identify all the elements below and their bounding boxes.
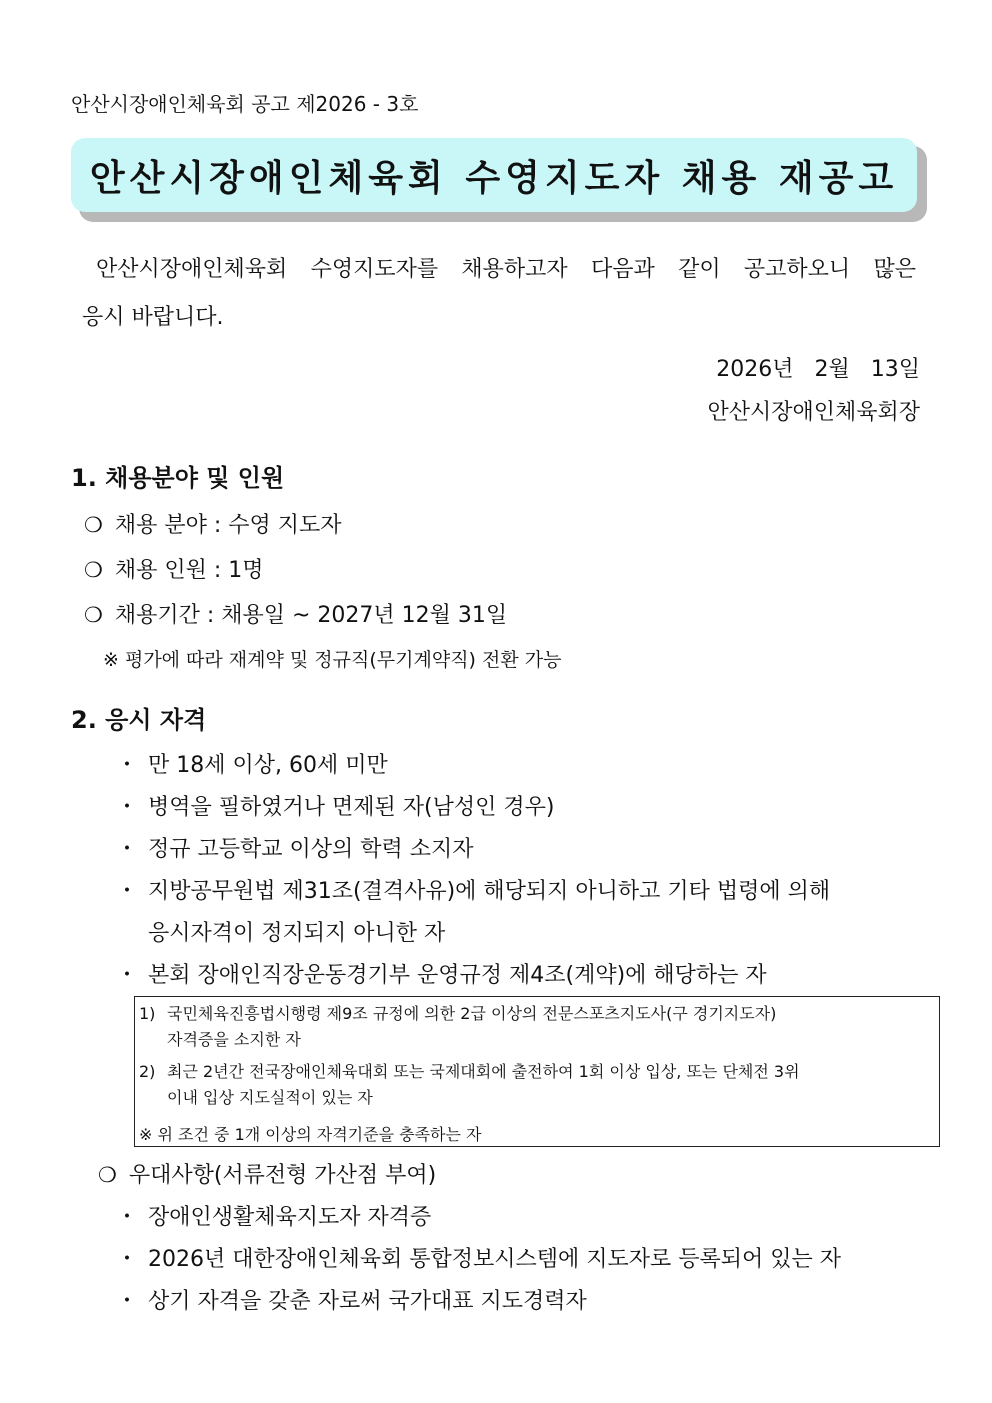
requirement-item — [139, 1059, 800, 1082]
qualification-item — [116, 832, 474, 863]
preference-item — [116, 1200, 431, 1231]
preference-text: 장애인생활체육지도자 자격증 — [148, 1205, 432, 1230]
qualification-item — [116, 958, 767, 989]
dot-bullet-icon: ・ — [116, 1247, 139, 1272]
requirement-number: 2) — [139, 1062, 156, 1081]
qualification-text: 만 18세 이상, 60세 미만 — [148, 753, 388, 778]
page-title: 안산시장애인체육회 수영지도자 채용 재공고 — [89, 157, 899, 199]
requirement-text: 국민체육진흥법시행령 제9조 규정에 의한 2급 이상의 전문스포츠지도사(구 경기지도자) — [167, 1004, 777, 1023]
preference-item — [116, 1284, 587, 1315]
requirement-text: 최근 2년간 전국장애인체육대회 또는 국제대회에 출전하여 1회 이상 입상, 또는 단체전 3위 — [167, 1062, 800, 1081]
circle-bullet-icon: ❍ — [84, 603, 103, 627]
qualification-text: 병역을 필하였거나 면제된 자(남성인 경우) — [148, 795, 555, 820]
qualification-text: 지방공무원법 제31조(결격사유)에 해당되지 아니하고 기타 법령에 의해 — [148, 879, 831, 904]
qualification-text-continued: 응시자격이 정지되지 아니한 자 — [148, 921, 446, 946]
requirement-text-continued: 이내 입상 지도실적이 있는 자 — [167, 1088, 373, 1107]
requirement-text-continued: 자격증을 소지한 자 — [167, 1030, 301, 1049]
requirements-note: ※ 위 조건 중 1개 이상의 자격기준을 충족하는 자 — [139, 1125, 482, 1144]
preference-text: 2026년 대한장애인체육회 통합정보시스템에 지도자로 등록되어 있는 자 — [148, 1247, 842, 1272]
intro-text-line1: 안산시장애인체육회 수영지도자를 채용하고자 다음과 같이 공고하오니 많은 — [96, 257, 916, 282]
qualification-item — [116, 790, 554, 821]
requirement-number: 1) — [139, 1004, 156, 1023]
circle-bullet-icon: ❍ — [84, 558, 103, 582]
section2-heading: 2. 응시 자격 — [71, 706, 207, 734]
qualification-text: 본회 장애인직장운동경기부 운영규정 제4조(계약)에 해당하는 자 — [148, 963, 767, 988]
qualification-item — [116, 874, 830, 905]
dot-bullet-icon: ・ — [116, 795, 139, 820]
qualification-item — [116, 748, 388, 779]
dot-bullet-icon: ・ — [116, 1205, 139, 1230]
requirement-item — [139, 1001, 776, 1024]
preference-item — [116, 1242, 841, 1273]
dot-bullet-icon: ・ — [116, 1289, 139, 1314]
circle-bullet-icon: ❍ — [98, 1163, 117, 1187]
notice-number: 안산시장애인체육회 공고 제2026 - 3호 — [71, 92, 419, 116]
preference-text: 상기 자격을 갖춘 자로써 국가대표 지도경력자 — [148, 1289, 587, 1314]
section1-item-text: 채용기간 : 채용일 ~ 2027년 12월 31일 — [114, 603, 508, 628]
preference-heading — [98, 1158, 436, 1189]
section1-item-text: 채용 분야 : 수영 지도자 — [114, 513, 342, 538]
title-banner — [71, 138, 917, 212]
section1-note: ※ 평가에 따라 재계약 및 정규직(무기계약직) 전환 가능 — [103, 649, 562, 671]
issuer-name: 안산시장애인체육회장 — [707, 400, 920, 425]
section1-item — [84, 598, 507, 629]
section1-heading: 1. 채용분야 및 인원 — [71, 464, 285, 492]
qualification-text: 정규 고등학교 이상의 학력 소지자 — [148, 837, 474, 862]
notice-date: 2026년 2월 13일 — [716, 357, 920, 382]
dot-bullet-icon: ・ — [116, 879, 139, 904]
section1-item-text: 채용 인원 : 1명 — [114, 558, 264, 583]
dot-bullet-icon: ・ — [116, 837, 139, 862]
requirements-box — [134, 996, 940, 1147]
circle-bullet-icon: ❍ — [84, 513, 103, 537]
section1-item — [84, 508, 341, 539]
dot-bullet-icon: ・ — [116, 753, 139, 778]
section1-item — [84, 553, 263, 584]
dot-bullet-icon: ・ — [116, 963, 139, 988]
preference-heading-text: 우대사항(서류전형 가산점 부여) — [128, 1163, 437, 1188]
intro-text-line2: 응시 바랍니다. — [82, 305, 224, 330]
